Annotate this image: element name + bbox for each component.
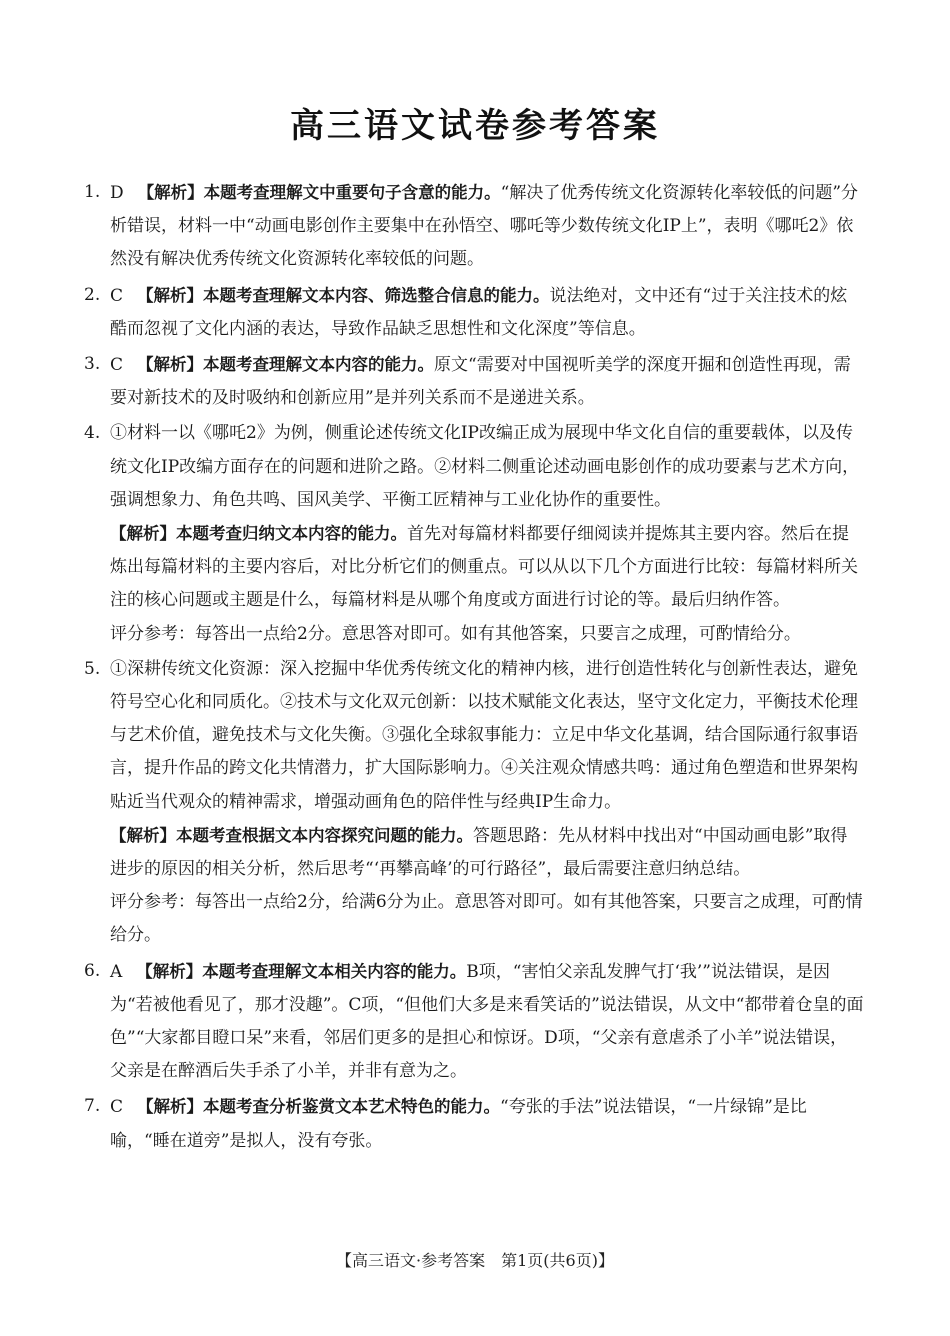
footer-left-bracket: 【	[336, 1251, 353, 1270]
answer-item-1	[84, 176, 864, 277]
item-number: 4.	[84, 423, 101, 444]
answer-list	[84, 176, 864, 1158]
analysis-text: 首先对每篇材料都要仔细阅读并提炼其主要内容。然后在提炼出每篇材料的主要内容后，对比分析它们的侧重点。可以从以下几个方面进行比较：每篇材料所关注的核心问题或主题是什么，每篇材料是从哪个角度或方面进行讨论的等。最后归纳作答。	[110, 524, 858, 611]
answer-item-3	[84, 348, 864, 415]
item-text: ①材料一以《哪吒2》为例，侧重论述传统文化IP改编正成为展现中华文化自信的重要载体，以及传统文化IP改编方面存在的问题和进阶之路。②材料二侧重论述动画电影创作的成功要素与艺术方向，强调想象力、角色共鸣、国风美学、平衡工匠精神与工业化协作的重要性。	[110, 423, 860, 510]
item-text: 说法绝对，文中还有“过于关注技术的炫酷而忽视了文化内涵的表达，导致作品缺乏思想性和文化深度”等信息。	[110, 285, 848, 339]
answer-item-4	[84, 417, 864, 517]
item-answer: C	[110, 355, 124, 376]
item-answer: C	[110, 1097, 124, 1118]
footer-page-number: 第1页(共6页)	[501, 1251, 598, 1270]
item-number: 7.	[84, 1096, 101, 1117]
footer-doc-title: 高三语文·参考答案	[352, 1251, 486, 1270]
analysis-tag: 【解析】本题考查理解文本内容、筛选整合信息的能力。	[137, 285, 550, 305]
page-title: 高三语文试卷参考答案	[290, 106, 660, 146]
answer-item-6	[84, 955, 864, 1089]
item-number: 6.	[84, 960, 101, 981]
item-number: 3.	[84, 354, 101, 375]
scoring-note: 评分参考：每答出一点给2分，给满6分为止。意思答对即可。如有其他答案，只要言之成理，可酌情给分。	[110, 892, 863, 946]
item-answer: D	[110, 183, 124, 203]
item-number: 1.	[84, 182, 101, 202]
analysis-text: 答题思路：先从材料中找出对“中国动画电影”取得进步的原因的相关分析，然后思考“‘再攀高峰’的可行路径”，最后需要注意归纳总结。	[110, 825, 848, 880]
analysis-paragraph	[84, 819, 864, 886]
item-answer: A	[110, 961, 123, 982]
analysis-paragraph	[84, 517, 864, 618]
analysis-tag: 【解析】本题考查理解文本相关内容的能力。	[136, 961, 467, 981]
footer-right-bracket: 】	[597, 1251, 614, 1270]
page-footer	[0, 1248, 950, 1271]
analysis-tag: 【解析】本题考查根据文本内容探究问题的能力。	[110, 825, 473, 845]
analysis-tag: 【解析】本题考查归纳文本内容的能力。	[110, 524, 407, 544]
item-text: ①深耕传统文化资源：深入挖掘中华优秀传统文化的精神内核，进行创造性转化与创新性表达，避免符号空心化和同质化。②技术与文化双元创新：以技术赋能文化表达，坚守文化定力，平衡技术伦理与艺术价值，避免技术与文化失衡。③强化全球叙事能力：立足中华文化基调，结合国际通行叙事语言，提升作品的跨文化共情潜力，扩大国际影响力。④关注观众情感共鸣：通过角色塑造和世界架构贴近当代观众的精神需求，增强动画角色的陪伴性与经典IP生命力。	[110, 658, 858, 812]
answer-item-7	[84, 1090, 864, 1157]
item-text: “解决了优秀传统文化资源转化率较低的问题”分析错误，材料一中“动画电影创作主要集中在孙悟空、哪吒等少数传统文化IP上”，表明《哪吒2》依然没有解决优秀传统文化资源转化率较低的问题。	[110, 183, 859, 270]
item-answer: C	[110, 285, 124, 306]
analysis-tag: 【解析】本题考查分析鉴赏文本艺术特色的能力。	[137, 1097, 501, 1117]
scoring-note: 评分参考：每答出一点给2分。意思答对即可。如有其他答案，只要言之成理，可酌情给分。	[110, 623, 801, 644]
answer-item-5	[84, 653, 864, 819]
item-number: 5.	[84, 658, 101, 679]
analysis-tag: 【解析】本题考查理解文中重要句子含意的能力。	[137, 183, 501, 202]
item-number: 2.	[84, 284, 101, 305]
answer-item-2	[84, 279, 864, 346]
item-text: “夸张的手法”说法错误，“一片绿锦”是比喻，“睡在道旁”是拟人，没有夸张。	[110, 1097, 807, 1151]
item-text: B项，“害怕父亲乱发脾气打‘我’”说法错误，是因为“若被他看见了，那才没趣”。C项，“但他们大多是来看笑话的”说法错误，从文中“都带着仓皇的面色”“大家都目瞪口呆”来看，邻居们更多的是担心和惊讶。D项，“父亲有意虐杀了小羊”说法错误，父亲是在醉酒后失手杀了小羊，并非有意为之。	[110, 961, 864, 1082]
analysis-tag: 【解析】本题考查理解文本内容的能力。	[137, 355, 435, 375]
item-text: 原文“需要对中国视听美学的深度开掘和创造性再现，需要对新技术的及时吸纳和创新应用”是并列关系而不是递进关系。	[110, 355, 851, 409]
